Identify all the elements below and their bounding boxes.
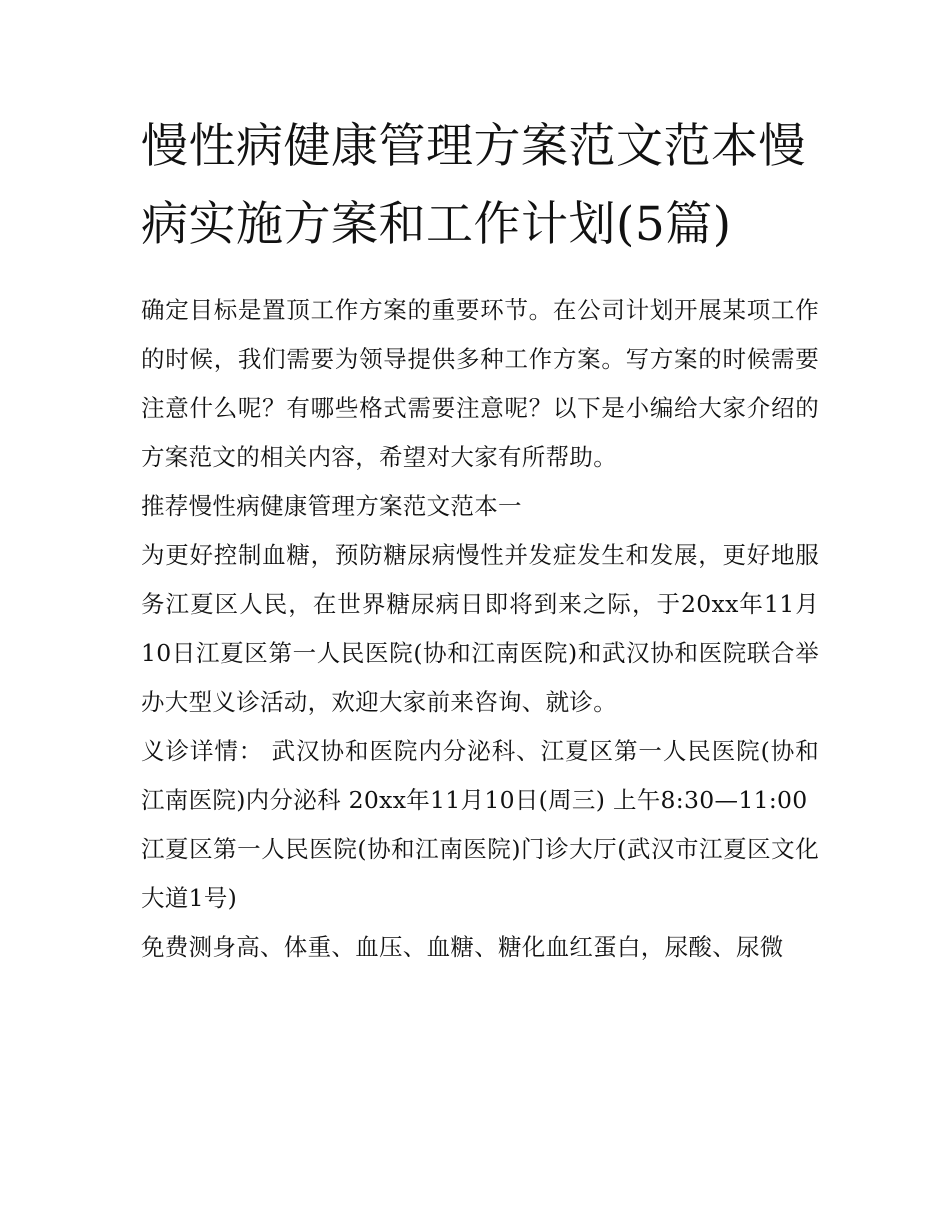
section-heading: 推荐慢性病健康管理方案范文范本一 bbox=[141, 492, 522, 520]
event-location-paragraph: 江夏区第一人民医院(协和江南医院)门诊大厅(武汉市江夏区文化大道1号) bbox=[141, 835, 819, 912]
document-page bbox=[141, 108, 819, 972]
event-details-paragraph: 义诊详情： 武汉协和医院内分泌科、江夏区第一人民医院(协和江南医院)内分泌科 20xx年11月10日(周三) 上午8:30—11:00 bbox=[141, 737, 819, 814]
intro-paragraph: 确定目标是置顶工作方案的重要环节。在公司计划开展某项工作的时候，我们需要为领导提供多种工作方案。写方案的时候需要注意什么呢？有哪些格式需要注意呢？以下是小编给大家介绍的方案范文的相关内容，希望对大家有所帮助。 bbox=[141, 296, 819, 471]
event-paragraph: 为更好控制血糖，预防糖尿病慢性并发症发生和发展，更好地服务江夏区人民，在世界糖尿病日即将到来之际，于20xx年11月10日江夏区第一人民医院(协和江南医院)和武汉协和医院联合举办大型义诊活动，欢迎大家前来咨询、就诊。 bbox=[141, 541, 819, 716]
document-body bbox=[141, 286, 819, 972]
services-paragraph: 免费测身高、体重、血压、血糖、糖化血红蛋白，尿酸、尿微 bbox=[141, 933, 784, 961]
document-title: 慢性病健康管理方案范文范本慢病实施方案和工作计划(5篇) bbox=[141, 119, 806, 252]
